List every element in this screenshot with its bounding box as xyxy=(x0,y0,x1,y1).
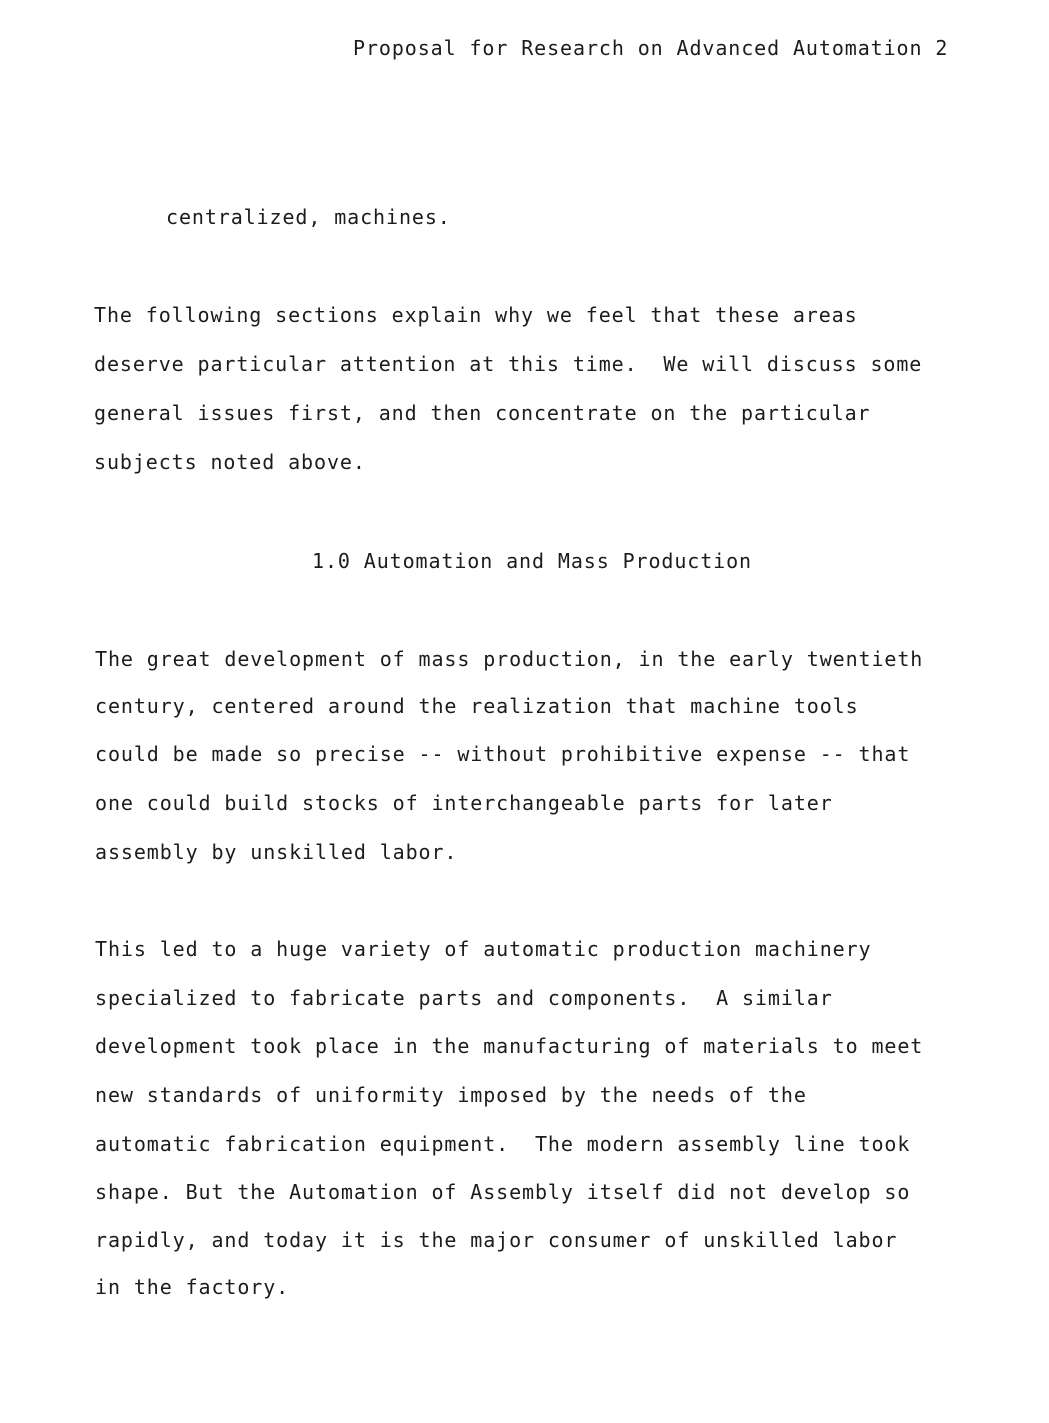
page-header: Proposal for Research on Advanced Automation 2 xyxy=(353,36,949,60)
paragraph-3-line: new standards of uniformity imposed by the needs of the xyxy=(95,1083,807,1107)
paragraph-3-line: This led to a huge variety of automatic production machinery xyxy=(95,937,872,961)
paragraph-3-line: development took place in the manufacturing of materials to meet xyxy=(95,1034,924,1058)
paragraph-3-line: shape. But the Automation of Assembly itself did not develop so xyxy=(95,1180,911,1204)
paragraph-3-line: specialized to fabricate parts and components. A similar xyxy=(95,986,833,1010)
paragraph-2-line: one could build stocks of interchangeable parts for later xyxy=(95,791,833,815)
paragraph-2-line: The great development of mass production, in the early twentieth xyxy=(95,647,924,671)
paragraph-1-line: general issues first, and then concentrate on the particular xyxy=(94,401,871,425)
paragraph-1-line: subjects noted above. xyxy=(94,450,366,474)
paragraph-3-line: rapidly, and today it is the major consumer of unskilled labor xyxy=(95,1228,898,1252)
paragraph-2-line: could be made so precise -- without prohibitive expense -- that xyxy=(95,742,911,766)
paragraph-1-line: deserve particular attention at this time. We will discuss some xyxy=(94,352,923,376)
paragraph-2-line: century, centered around the realization that machine tools xyxy=(95,694,859,718)
paragraph-3-line: in the factory. xyxy=(95,1275,290,1299)
paragraph-1-line: The following sections explain why we feel that these areas xyxy=(94,303,858,327)
continued-line: centralized, machines. xyxy=(166,205,451,229)
paragraph-2-line: assembly by unskilled labor. xyxy=(95,840,458,864)
paragraph-3-line: automatic fabrication equipment. The modern assembly line took xyxy=(95,1132,911,1156)
section-heading: 1.0 Automation and Mass Production xyxy=(312,549,752,573)
